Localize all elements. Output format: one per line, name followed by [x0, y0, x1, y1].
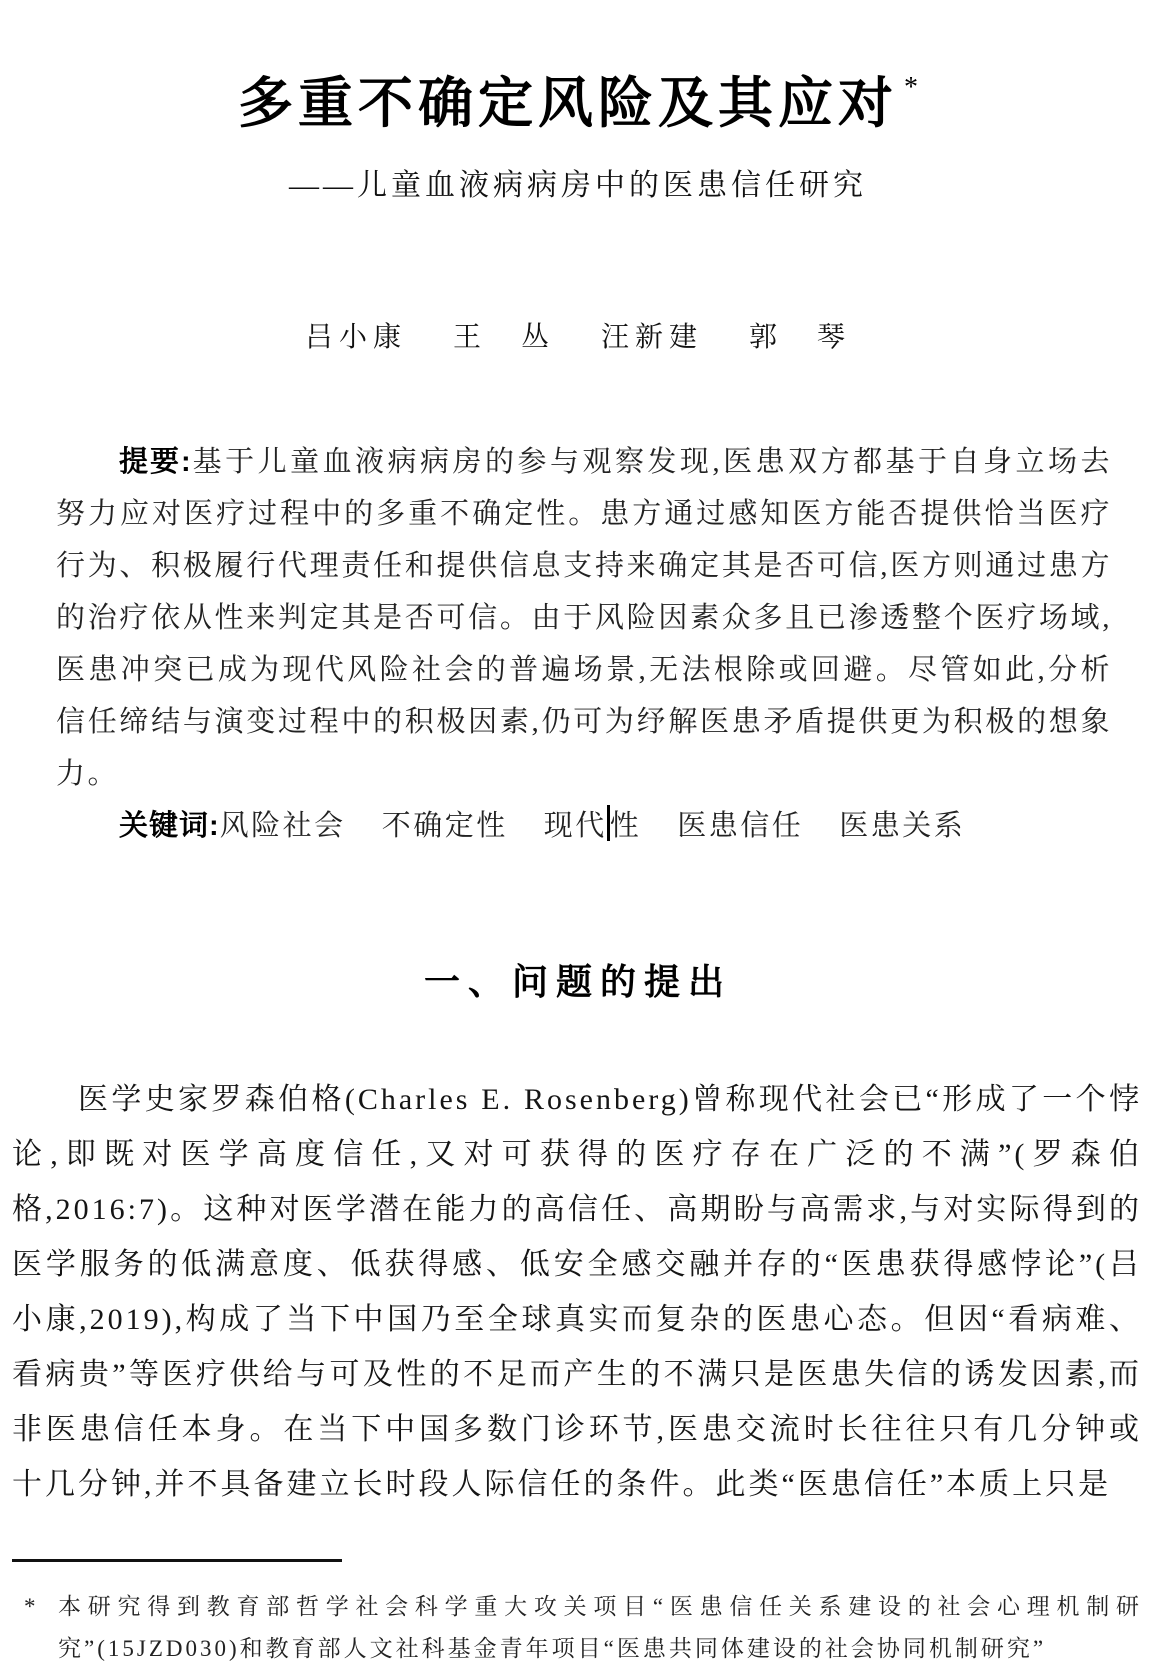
section-heading: 一、问题的提出 [423, 962, 732, 1002]
footnote-marker: * [24, 1594, 39, 1619]
keyword-modernity-after-cursor: 性 [609, 810, 642, 842]
paper-title [0, 42, 1156, 150]
footnote-divider [12, 1559, 342, 1562]
author-name-4: 郭 琴 [749, 322, 852, 353]
authors-row [0, 316, 1156, 360]
keyword-modernity [544, 810, 642, 842]
footnote [12, 1586, 1142, 1662]
abstract-block [56, 436, 1112, 852]
author-name-1: 吕小康 [304, 322, 407, 353]
author-name-3: 汪新建 [601, 322, 704, 353]
body-paragraph: 医学史家罗森伯格(Charles E. Rosenberg)曾称现代社会已“形成了一个悖论,即既对医学高度信任,又对可获得的医疗存在广泛的不满”(罗森伯格,2016:7)。这种对医学潜在能力的高信任、高期盼与高需求,与对实际得到的医学服务的低满意度、低获得感、低安全感交融并存的“医患获得感悖论”(吕小康,2019),构成了当下中国乃至全球真实而复杂的医患心态。但因“看病难、看病贵”等医疗供给与可及性的不足而产生的不满只是医患失信的诱发因素,而非医患信任本身。在当下中国多数门诊环节,医患交流时长往往只有几分钟或十几分钟,并不具备建立长时段人际信任的条件。此类“医患信任”本质上只是 [12, 1083, 1142, 1501]
footnote-text: 本研究得到教育部哲学社会科学重大攻关项目“医患信任关系建设的社会心理机制研究”(15JZD030)和教育部人文社科基金青年项目“医患共同体建设的社会协同机制研究” [58, 1594, 1142, 1661]
keyword-risk-society: 风险社会 [219, 810, 346, 842]
keyword-uncertainty: 不确定性 [381, 810, 508, 842]
title-footnote-marker: * [904, 72, 918, 103]
keyword-modernity-before-cursor: 现代 [543, 810, 607, 842]
paper-title-text: 多重不确定风险及其应对 [237, 73, 898, 134]
keyword-doctor-patient-relation: 医患关系 [839, 810, 966, 842]
keyword-doctor-patient-trust: 医患信任 [677, 810, 804, 842]
paper-subtitle: ——儿童血液病病房中的医患信任研究 [289, 169, 867, 202]
keywords-label: 关键词: [119, 810, 220, 842]
abstract-text: 基于儿童血液病病房的参与观察发现,医患双方都基于自身立场去努力应对医疗过程中的多重不确定性。患方通过感知医方能否提供恰当医疗行为、积极履行代理责任和提供信息支持来确定其是否可信,医方则通过患方的治疗依从性来判定其是否可信。由于风险因素众多且已渗透整个医疗场域,医患冲突已成为现代风险社会的普遍场景,无法根除或回避。尽管如此,分析信任缔结与演变过程中的积极因素,仍可为纾解医患矛盾提供更为积极的想象力。 [56, 446, 1112, 790]
abstract-label: 提要: [119, 446, 192, 478]
keywords-line [56, 800, 1112, 852]
author-name-2: 王 丛 [452, 322, 555, 353]
abstract-paragraph [56, 436, 1112, 800]
